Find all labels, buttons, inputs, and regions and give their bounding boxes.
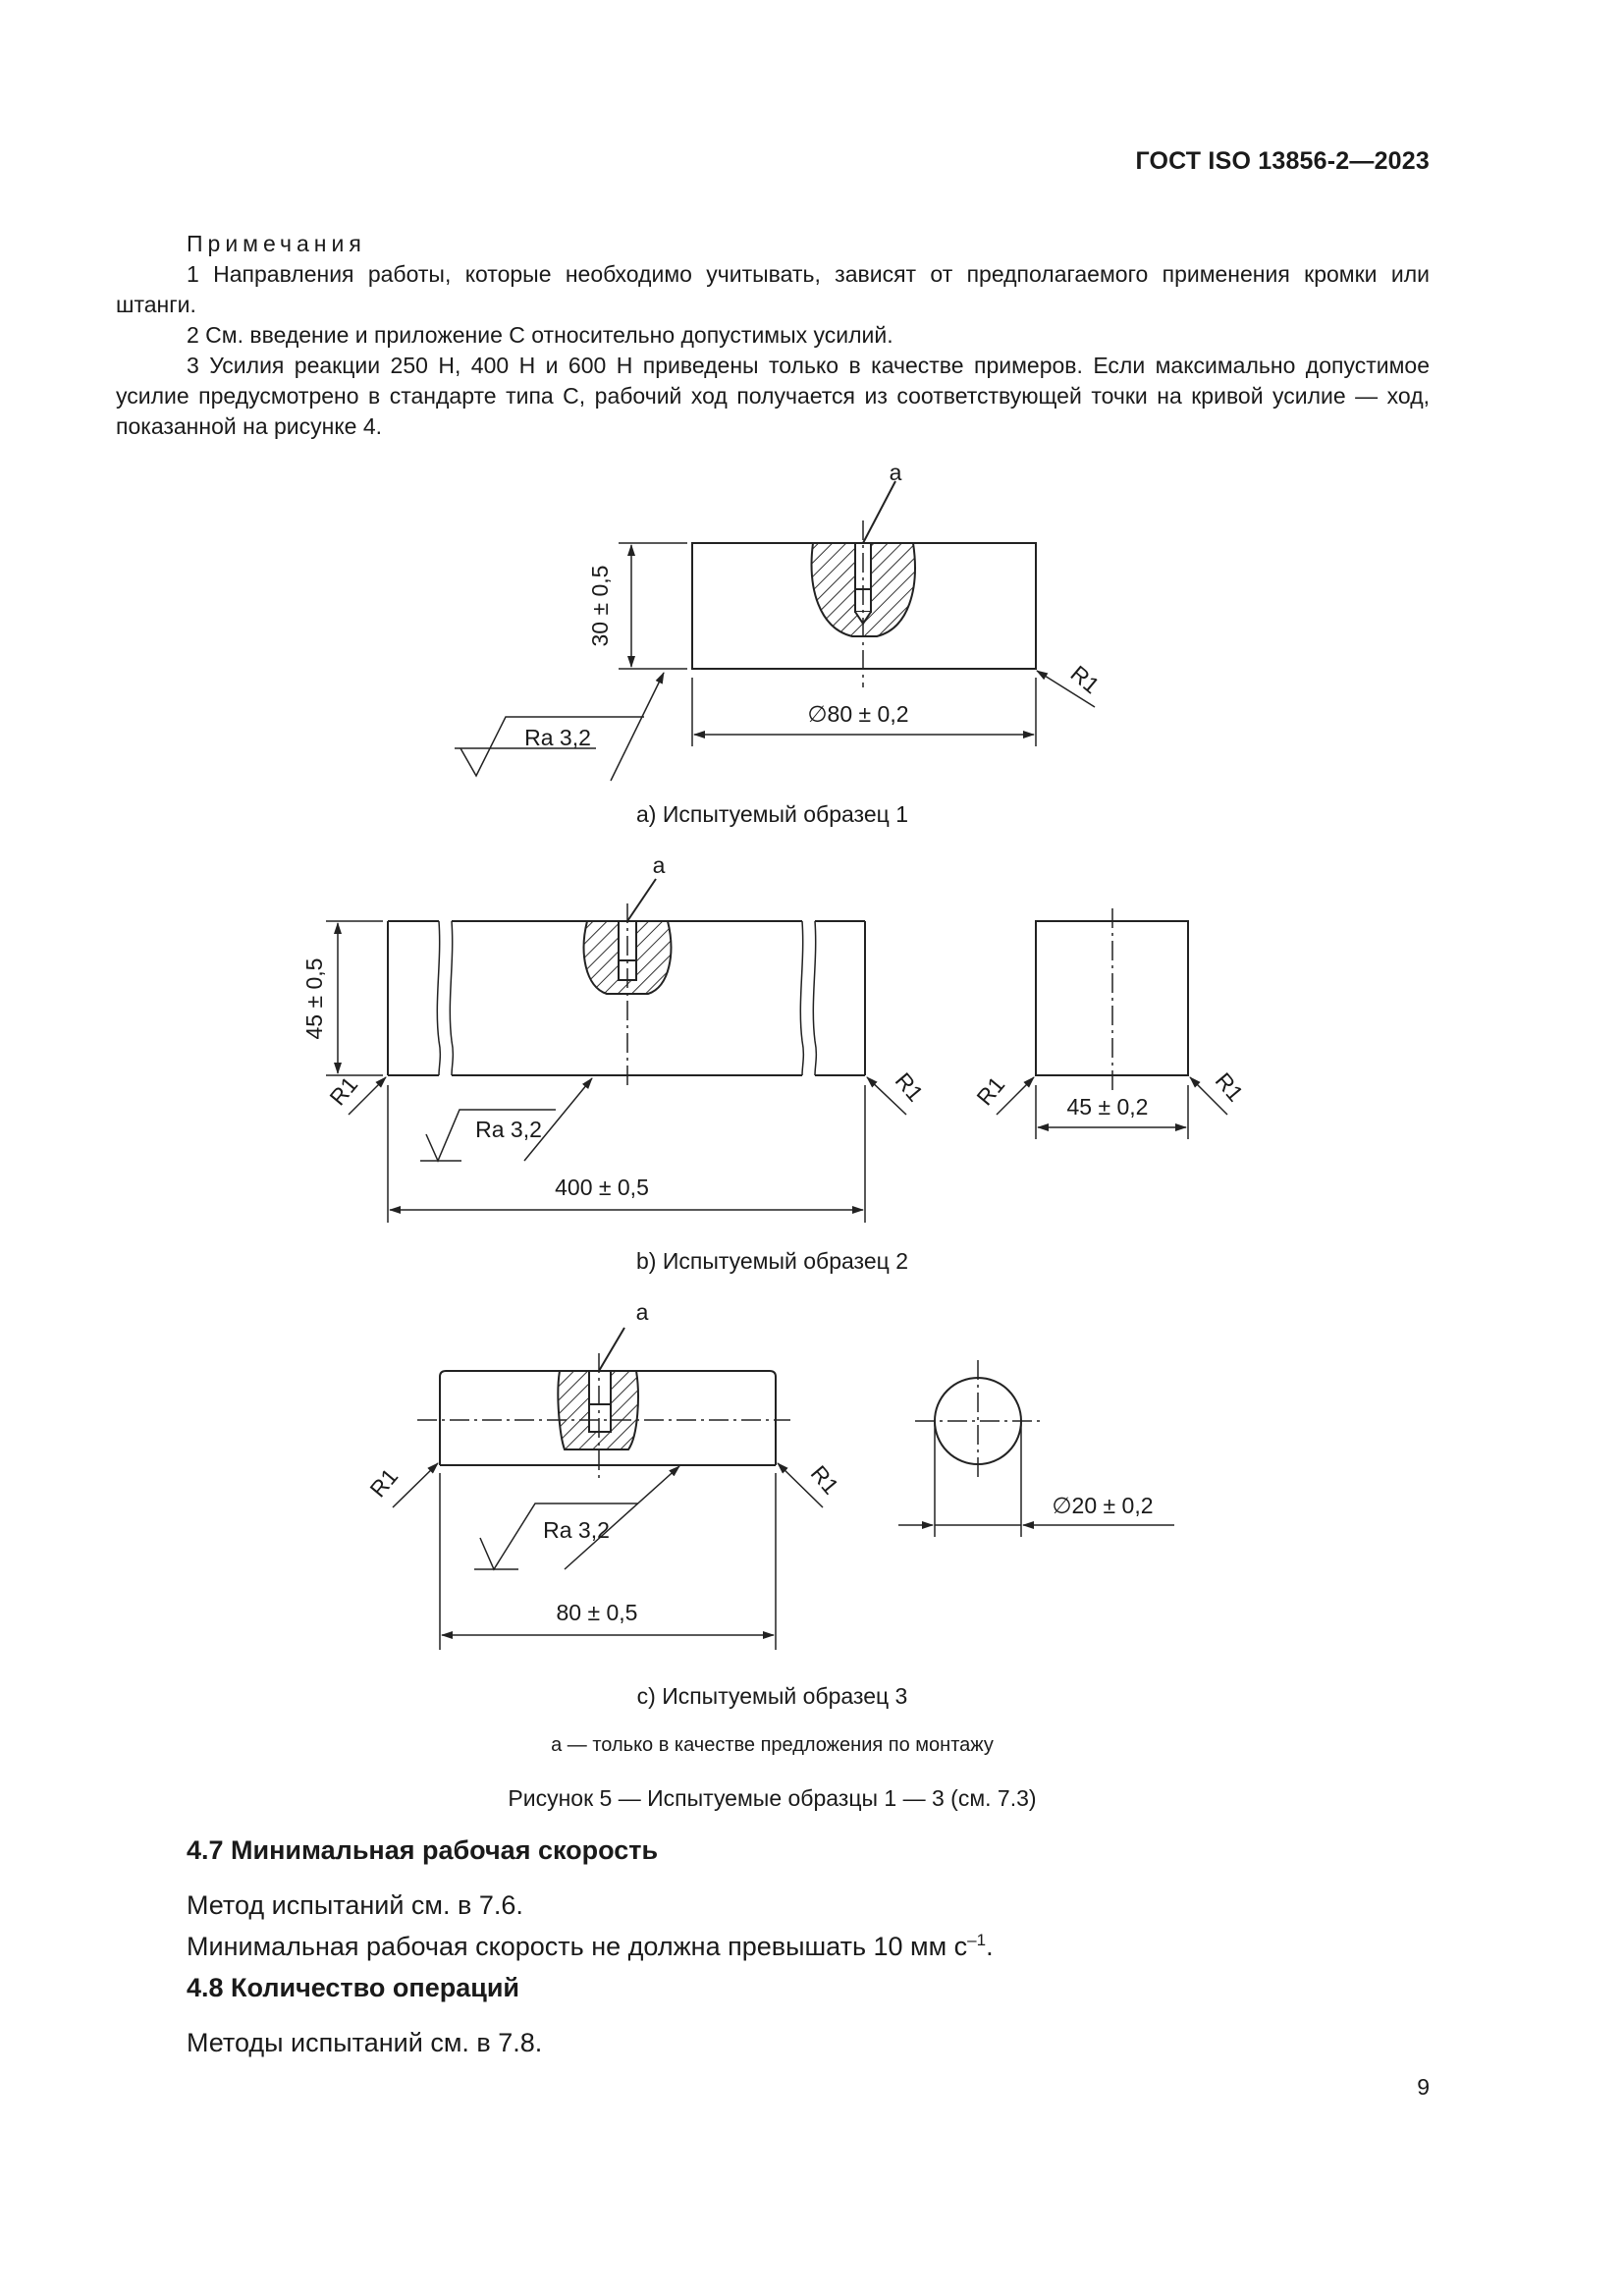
section-heading: 4.8 Количество операций [187, 1973, 520, 2002]
sample-2-caption: b) Испытуемый образец 2 [636, 1248, 908, 1274]
note-item: 1 Направления работы, которые необходимо учитывать, зависят от предполагаемого применения кромки или штанги. [116, 261, 1430, 317]
radius-label: R1 [805, 1460, 844, 1500]
marker-a-label: a [635, 1299, 649, 1325]
note-item: 3 Усилия реакции 250 Н, 400 Н и 600 Н приведены только в качестве примеров. Если максимально допустимое усилие предусмотрено в стандарте типа С, рабочий ход получается из соответствующей точки на кривой усилие — ход, показанной на рисунке 4. [116, 353, 1430, 439]
document-header: ГОСТ ISO 13856-2—2023 [1135, 147, 1430, 175]
side-dimension: 45 ± 0,2 [1066, 1094, 1149, 1120]
section-text: Метод испытаний см. в 7.6. [187, 1890, 523, 1920]
diameter-dimension: ∅20 ± 0,2 [1052, 1493, 1154, 1518]
height-dimension: 45 ± 0,5 [301, 957, 327, 1040]
radius-label: R1 [1210, 1067, 1249, 1107]
diameter-dimension: ∅80 ± 0,2 [807, 701, 909, 727]
section-text: Методы испытаний см. в 7.8. [187, 2028, 543, 2057]
roughness-label: Ra 3,2 [475, 1117, 542, 1142]
length-dimension: 80 ± 0,5 [556, 1600, 638, 1625]
marker-a-label: a [652, 852, 666, 878]
roughness-label: Ra 3,2 [543, 1517, 610, 1543]
section-4-7 [187, 1835, 1430, 1964]
figure-title: Рисунок 5 — Испытуемые образцы 1 — 3 (см. 7.3) [508, 1785, 1037, 1811]
radius-label: R1 [971, 1071, 1010, 1111]
height-dimension: 30 ± 0,5 [587, 565, 613, 647]
sample-2-drawing [326, 879, 1227, 1223]
sample-1-caption: a) Испытуемый образец 1 [636, 801, 908, 827]
sample-3-caption: c) Испытуемый образец 3 [636, 1683, 908, 1709]
section-heading: 4.7 Минимальная рабочая скорость [187, 1835, 659, 1865]
section-text: Минимальная рабочая скорость не должна превышать 10 мм $с^{-1}$. [187, 1931, 994, 1961]
radius-label: R1 [364, 1463, 404, 1503]
note-item: 2 См. введение и приложение С относительно допустимых усилий. [187, 322, 893, 348]
page-number: 9 [1417, 2074, 1430, 2100]
figure-footnote: a — только в качестве предложения по монтажу [551, 1734, 994, 1756]
superscript: –1 [967, 1931, 987, 1949]
radius-label: R1 [890, 1067, 929, 1107]
sample-3-drawing [393, 1328, 1174, 1650]
roughness-label: Ra 3,2 [524, 725, 591, 750]
notes-title: Примечания [187, 231, 366, 256]
length-dimension: 400 ± 0,5 [555, 1175, 649, 1200]
section-4-8 [187, 1973, 1430, 2060]
radius-label: R1 [324, 1071, 363, 1111]
marker-a-label: a [889, 460, 902, 485]
radius-label: R1 [1065, 660, 1105, 699]
